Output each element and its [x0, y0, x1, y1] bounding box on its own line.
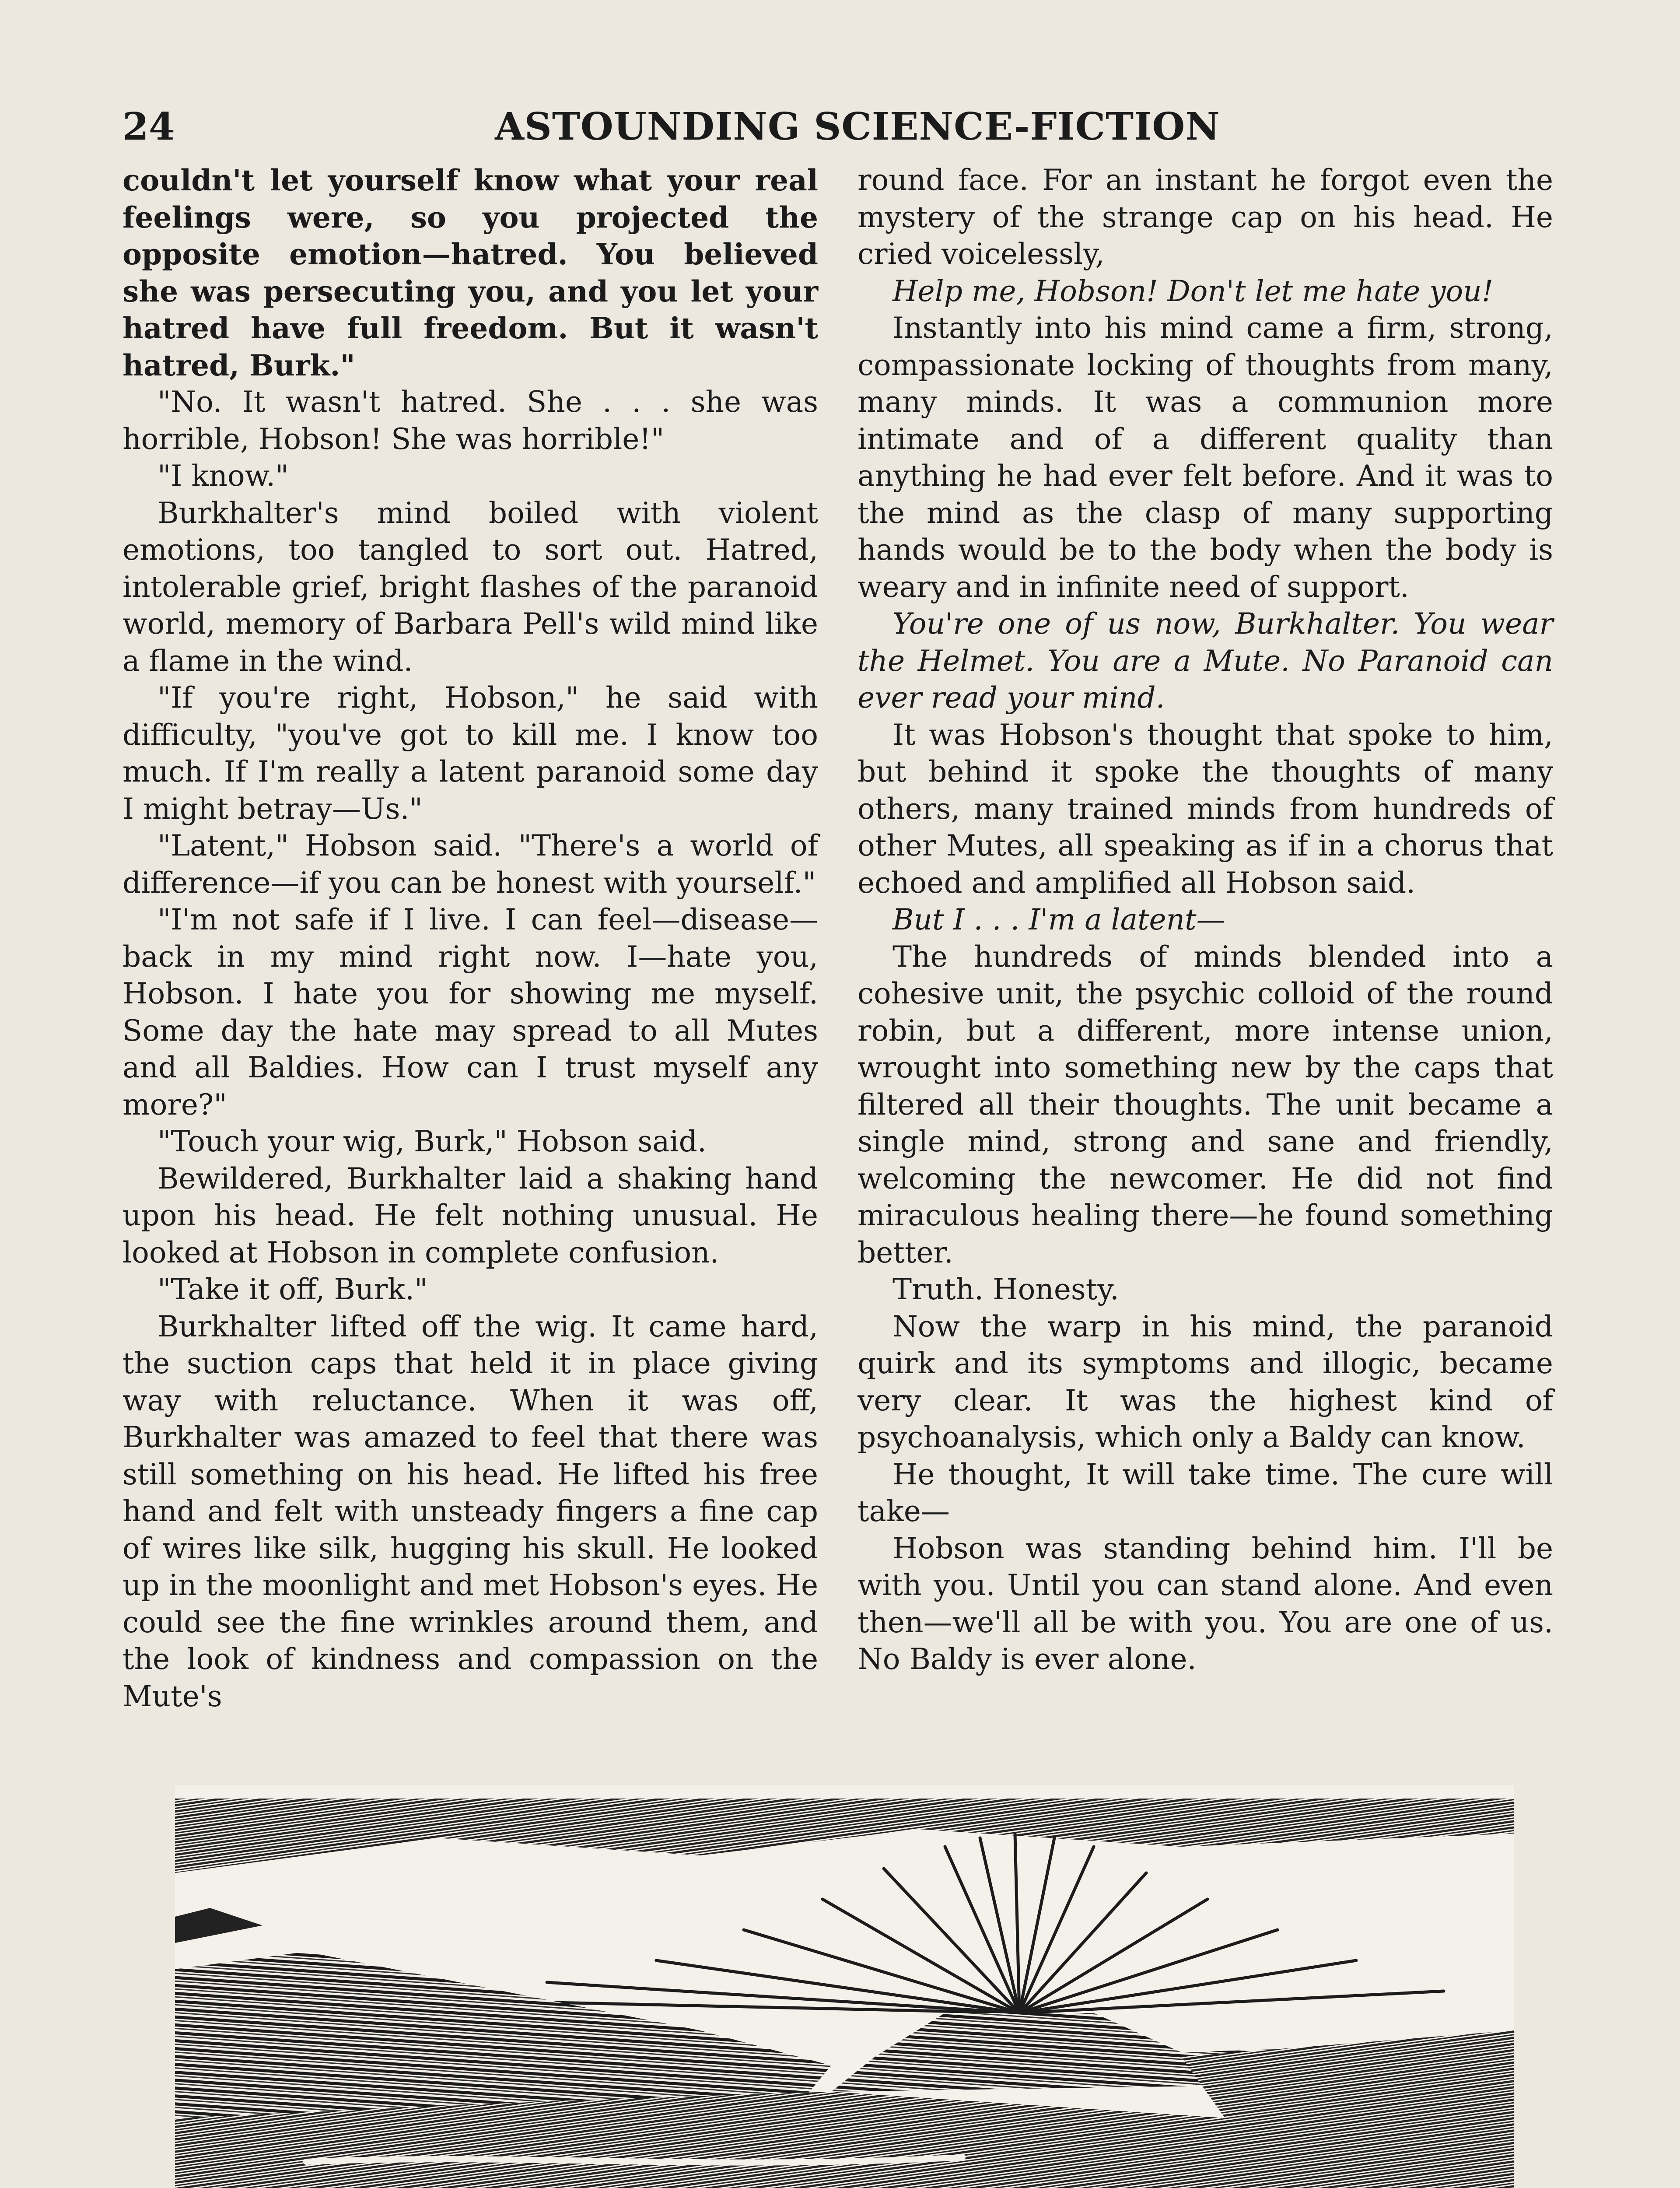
paragraph: "Touch your wig, Burk," Hobson said.: [158, 1125, 707, 1158]
paragraph: "If you're right, Hobson," he said with difficulty, "you've got to kill me. I know too much. If I'm really a latent paranoid some day I might betray—Us.": [122, 681, 818, 826]
paragraph: round face. For an instant he forgot even the mystery of the strange cap on his head. He cried voicelessly,: [858, 163, 1553, 271]
left-column: [122, 162, 818, 1715]
paragraph: Instantly into his mind came a firm, strong, compassionate locking of thoughts from many, many minds. It was a communion more intimate and of a different quality than anything he had ever felt before. And it was to the mind as the clasp of many supporting hands would be to the body when the body is weary and in infinite need of support.: [858, 311, 1553, 604]
paragraph: couldn't let yourself know what your real feelings were, so you projected the opposite emotion—hatred. You believed she was persecuting you, and you let your hatred have full freedom. But it wasn't hatred, Burk.": [122, 163, 818, 382]
paragraph: Bewildered, Burkhalter laid a shaking hand upon his head. He felt nothing unusual. He looked at Hobson in complete confusion.: [122, 1161, 818, 1269]
paragraph: Burkhalter's mind boiled with violent emotions, too tangled to sort out. Hatred, intolerable grief, bright flashes of the paranoid world, memory of Barbara Pell's wild mind like a flame in the wind.: [122, 496, 818, 678]
paragraph: Now the warp in his mind, the paranoid quirk and its symptoms and illogic, became very clear. It was the highest kind of psychoanalysis, which only a Baldy can know.: [858, 1309, 1553, 1454]
paragraph: "I'm not safe if I live. I can feel—disease—back in my mind right now. I—hate you, Hobson. I hate you for showing me myself. Some day the hate may spread to all Mutes and all Baldies. How can I trust myself any more?": [122, 903, 818, 1122]
paragraph: He thought, It will take time. The cure will take—: [858, 1457, 1553, 1528]
paragraph: "I know.": [158, 459, 289, 493]
paragraph: "Latent," Hobson said. "There's a world of difference—if you can be honest with yourself.": [122, 829, 818, 900]
magazine-title: ASTOUNDING SCIENCE-FICTION: [495, 105, 1220, 149]
page-header: [122, 101, 1592, 153]
landscape-illustration: [175, 1785, 1514, 2188]
right-column: [858, 162, 1553, 1678]
page-number: 24: [122, 105, 175, 149]
paragraph: Hobson was standing behind him. I'll be with you. Until you can stand alone. And even then—we'll all be with you. You are one of us. No Baldy is ever alone.: [858, 1531, 1553, 1676]
paragraph: Burkhalter lifted off the wig. It came hard, the suction caps that held it in place giving way with reluctance. When it was off, Burkhalter was amazed to feel that there was still something on his head. He lifted his free hand and felt with unsteady fingers a fine cap of wires like silk, hugging his skull. He looked up in the moonlight and met Hobson's eyes. He could see the fine wrinkles around them, and the look of kindness and compassion on the Mute's: [122, 1309, 818, 1713]
paragraph-italic: You're one of us now, Burkhalter. You wear the Helmet. You are a Mute. No Paranoid can ever read your mind.: [858, 607, 1553, 715]
paragraph-italic: Help me, Hobson! Don't let me hate you!: [892, 274, 1494, 308]
paragraph: The hundreds of minds blended into a cohesive unit, the psychic colloid of the round robin, but a different, more intense union, wrought into something new by the caps that filtered all their thoughts. The unit became a single mind, strong and sane and friendly, welcoming the newcomer. He did not find miraculous healing there—he found something better.: [858, 940, 1553, 1269]
paragraph: "No. It wasn't hatred. She . . . she was horrible, Hobson! She was horrible!": [122, 385, 818, 456]
paragraph: Truth. Honesty.: [892, 1273, 1119, 1306]
paragraph-italic: But I . . . I'm a latent—: [892, 903, 1225, 936]
paragraph: It was Hobson's thought that spoke to him, but behind it spoke the thoughts of many others, many trained minds from hundreds of other Mutes, all speaking as if in a chorus that echoed and amplified all Hobson said.: [858, 718, 1553, 900]
paragraph: "Take it off, Burk.": [158, 1273, 428, 1306]
